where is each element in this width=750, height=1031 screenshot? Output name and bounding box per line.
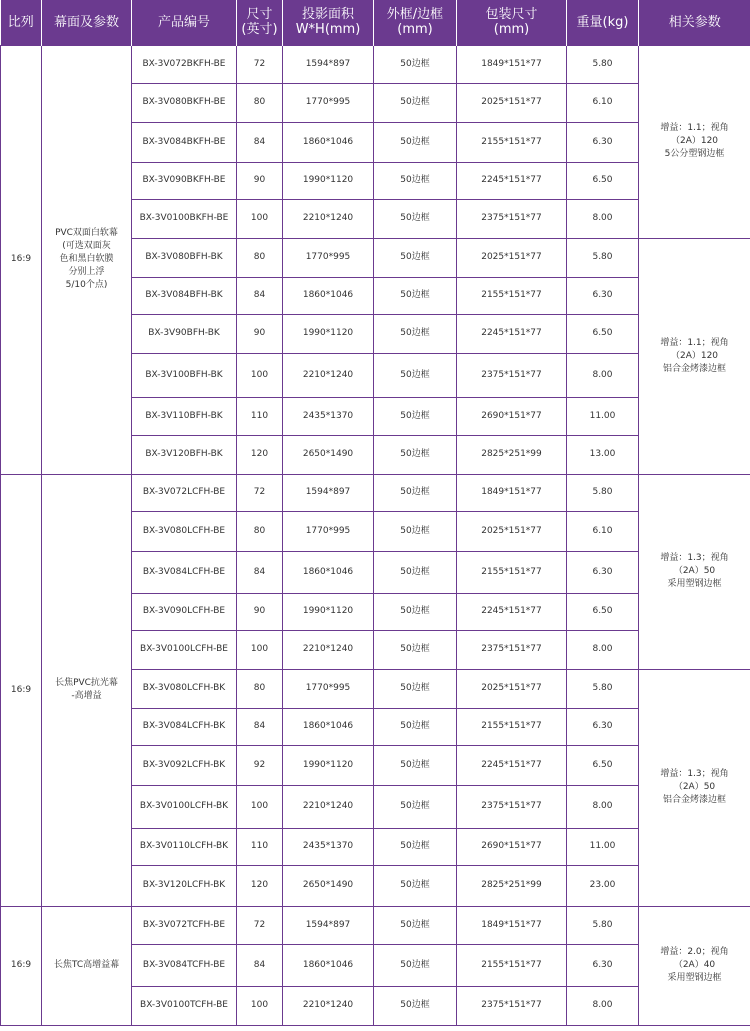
frame-cell: 50边框 bbox=[374, 435, 457, 474]
model-cell: BX-3V084LCFH-BK bbox=[132, 708, 237, 745]
area-cell: 1990*1120 bbox=[283, 593, 374, 630]
size-cell: 92 bbox=[237, 745, 283, 785]
weight-cell: 8.00 bbox=[567, 986, 639, 1025]
pack-size-cell: 2375*151*77 bbox=[457, 353, 567, 397]
pack-size-cell: 2690*151*77 bbox=[457, 397, 567, 435]
size-cell: 100 bbox=[237, 986, 283, 1025]
pack-size-cell: 2155*151*77 bbox=[457, 944, 567, 986]
frame-cell: 50边框 bbox=[374, 745, 457, 785]
size-cell: 120 bbox=[237, 865, 283, 906]
header-size: 尺寸 (英寸) bbox=[237, 0, 283, 45]
size-cell: 72 bbox=[237, 45, 283, 83]
model-cell: BX-3V120LCFH-BK bbox=[132, 865, 237, 906]
header-params: 相关参数 bbox=[639, 0, 750, 45]
area-cell: 1770*995 bbox=[283, 669, 374, 708]
size-cell: 72 bbox=[237, 906, 283, 944]
weight-cell: 5.80 bbox=[567, 238, 639, 277]
size-cell: 80 bbox=[237, 669, 283, 708]
weight-cell: 6.30 bbox=[567, 551, 639, 593]
area-cell: 2435*1370 bbox=[283, 828, 374, 865]
pack-size-cell: 2375*151*77 bbox=[457, 199, 567, 238]
model-cell: BX-3V0100BKFH-BE bbox=[132, 199, 237, 238]
weight-cell: 5.80 bbox=[567, 906, 639, 944]
weight-cell: 8.00 bbox=[567, 630, 639, 669]
size-cell: 84 bbox=[237, 277, 283, 314]
size-cell: 84 bbox=[237, 551, 283, 593]
model-cell: BX-3V084BFH-BK bbox=[132, 277, 237, 314]
frame-cell: 50边框 bbox=[374, 551, 457, 593]
header-area: 投影面积 W*H(mm) bbox=[283, 0, 374, 45]
pack-size-cell: 1849*151*77 bbox=[457, 45, 567, 83]
size-cell: 90 bbox=[237, 162, 283, 199]
area-cell: 1594*897 bbox=[283, 474, 374, 511]
weight-cell: 5.80 bbox=[567, 45, 639, 83]
size-cell: 80 bbox=[237, 83, 283, 122]
weight-cell: 5.80 bbox=[567, 669, 639, 708]
model-cell: BX-3V0100LCFH-BK bbox=[132, 785, 237, 828]
weight-cell: 6.50 bbox=[567, 162, 639, 199]
frame-cell: 50边框 bbox=[374, 669, 457, 708]
area-cell: 2210*1240 bbox=[283, 199, 374, 238]
params-cell: 增益：1.3；视角 （2A）50 采用塑钢边框 bbox=[639, 474, 750, 669]
weight-cell: 8.00 bbox=[567, 785, 639, 828]
model-cell: BX-3V084BKFH-BE bbox=[132, 122, 237, 162]
area-cell: 1860*1046 bbox=[283, 708, 374, 745]
frame-cell: 50边框 bbox=[374, 865, 457, 906]
size-cell: 90 bbox=[237, 593, 283, 630]
header-pack: 包装尺寸 (mm) bbox=[457, 0, 567, 45]
table-header-row bbox=[1, 0, 750, 45]
size-cell: 84 bbox=[237, 944, 283, 986]
pack-size-cell: 2825*251*99 bbox=[457, 865, 567, 906]
model-cell: BX-3V080LCFH-BK bbox=[132, 669, 237, 708]
params-cell: 增益：1.1；视角 （2A）120 5公分塑钢边框 bbox=[639, 45, 750, 238]
model-cell: BX-3V092LCFH-BK bbox=[132, 745, 237, 785]
weight-cell: 6.50 bbox=[567, 314, 639, 353]
screen-type-cell: 长焦PVC抗光幕 -高增益 bbox=[42, 474, 132, 906]
weight-cell: 6.30 bbox=[567, 944, 639, 986]
model-cell: BX-3V080LCFH-BE bbox=[132, 511, 237, 551]
frame-cell: 50边框 bbox=[374, 906, 457, 944]
pack-size-cell: 2025*151*77 bbox=[457, 83, 567, 122]
pack-size-cell: 2155*151*77 bbox=[457, 708, 567, 745]
weight-cell: 6.10 bbox=[567, 511, 639, 551]
area-cell: 1860*1046 bbox=[283, 122, 374, 162]
weight-cell: 6.50 bbox=[567, 593, 639, 630]
model-cell: BX-3V0100TCFH-BE bbox=[132, 986, 237, 1025]
area-cell: 1770*995 bbox=[283, 238, 374, 277]
header-screen: 幕面及参数 bbox=[42, 0, 132, 45]
model-cell: BX-3V080BKFH-BE bbox=[132, 83, 237, 122]
weight-cell: 8.00 bbox=[567, 199, 639, 238]
size-cell: 90 bbox=[237, 314, 283, 353]
screen-type-cell: 长焦TC高增益幕 bbox=[42, 906, 132, 1025]
area-cell: 1990*1120 bbox=[283, 745, 374, 785]
area-cell: 2650*1490 bbox=[283, 435, 374, 474]
frame-cell: 50边框 bbox=[374, 45, 457, 83]
frame-cell: 50边框 bbox=[374, 828, 457, 865]
pack-size-cell: 1849*151*77 bbox=[457, 906, 567, 944]
pack-size-cell: 2025*151*77 bbox=[457, 238, 567, 277]
size-cell: 100 bbox=[237, 353, 283, 397]
model-cell: BX-3V110BFH-BK bbox=[132, 397, 237, 435]
area-cell: 1770*995 bbox=[283, 511, 374, 551]
frame-cell: 50边框 bbox=[374, 83, 457, 122]
weight-cell: 11.00 bbox=[567, 828, 639, 865]
size-cell: 72 bbox=[237, 474, 283, 511]
weight-cell: 6.50 bbox=[567, 745, 639, 785]
params-cell: 增益：1.1；视角 （2A）120 铝合金烤漆边框 bbox=[639, 238, 750, 474]
model-cell: BX-3V0100LCFH-BE bbox=[132, 630, 237, 669]
frame-cell: 50边框 bbox=[374, 511, 457, 551]
weight-cell: 23.00 bbox=[567, 865, 639, 906]
pack-size-cell: 2245*151*77 bbox=[457, 162, 567, 199]
weight-cell: 5.80 bbox=[567, 474, 639, 511]
frame-cell: 50边框 bbox=[374, 353, 457, 397]
area-cell: 2210*1240 bbox=[283, 630, 374, 669]
size-cell: 100 bbox=[237, 630, 283, 669]
weight-cell: 6.30 bbox=[567, 708, 639, 745]
frame-cell: 50边框 bbox=[374, 162, 457, 199]
screen-type-cell: PVC双面白软幕 (可选双面灰 色和黑白软膜 分别上浮 5/10个点) bbox=[42, 45, 132, 474]
pack-size-cell: 2375*151*77 bbox=[457, 630, 567, 669]
frame-cell: 50边框 bbox=[374, 593, 457, 630]
frame-cell: 50边框 bbox=[374, 986, 457, 1025]
pack-size-cell: 2025*151*77 bbox=[457, 511, 567, 551]
frame-cell: 50边框 bbox=[374, 238, 457, 277]
size-cell: 110 bbox=[237, 397, 283, 435]
header-model: 产品编号 bbox=[132, 0, 237, 45]
model-cell: BX-3V100BFH-BK bbox=[132, 353, 237, 397]
pack-size-cell: 2155*151*77 bbox=[457, 122, 567, 162]
area-cell: 2435*1370 bbox=[283, 397, 374, 435]
area-cell: 1594*897 bbox=[283, 906, 374, 944]
frame-cell: 50边框 bbox=[374, 122, 457, 162]
header-frame: 外框/边框 (mm) bbox=[374, 0, 457, 45]
ratio-cell: 16:9 bbox=[1, 45, 42, 474]
size-cell: 100 bbox=[237, 785, 283, 828]
model-cell: BX-3V072TCFH-BE bbox=[132, 906, 237, 944]
weight-cell: 8.00 bbox=[567, 353, 639, 397]
params-cell: 增益：1.3；视角 （2A）50 铝合金烤漆边框 bbox=[639, 669, 750, 906]
area-cell: 1990*1120 bbox=[283, 162, 374, 199]
weight-cell: 6.10 bbox=[567, 83, 639, 122]
size-cell: 84 bbox=[237, 122, 283, 162]
frame-cell: 50边框 bbox=[374, 630, 457, 669]
pack-size-cell: 2375*151*77 bbox=[457, 785, 567, 828]
pack-size-cell: 2375*151*77 bbox=[457, 986, 567, 1025]
frame-cell: 50边框 bbox=[374, 199, 457, 238]
area-cell: 1990*1120 bbox=[283, 314, 374, 353]
area-cell: 1860*1046 bbox=[283, 277, 374, 314]
model-cell: BX-3V072LCFH-BE bbox=[132, 474, 237, 511]
frame-cell: 50边框 bbox=[374, 474, 457, 511]
size-cell: 120 bbox=[237, 435, 283, 474]
area-cell: 2210*1240 bbox=[283, 785, 374, 828]
model-cell: BX-3V084TCFH-BE bbox=[132, 944, 237, 986]
size-cell: 80 bbox=[237, 238, 283, 277]
frame-cell: 50边框 bbox=[374, 708, 457, 745]
pack-size-cell: 2245*151*77 bbox=[457, 745, 567, 785]
model-cell: BX-3V90BFH-BK bbox=[132, 314, 237, 353]
area-cell: 1860*1046 bbox=[283, 944, 374, 986]
area-cell: 1770*995 bbox=[283, 83, 374, 122]
frame-cell: 50边框 bbox=[374, 314, 457, 353]
model-cell: BX-3V080BFH-BK bbox=[132, 238, 237, 277]
size-cell: 80 bbox=[237, 511, 283, 551]
model-cell: BX-3V090BKFH-BE bbox=[132, 162, 237, 199]
size-cell: 100 bbox=[237, 199, 283, 238]
frame-cell: 50边框 bbox=[374, 397, 457, 435]
pack-size-cell: 2155*151*77 bbox=[457, 551, 567, 593]
frame-cell: 50边框 bbox=[374, 944, 457, 986]
area-cell: 1594*897 bbox=[283, 45, 374, 83]
pack-size-cell: 2245*151*77 bbox=[457, 314, 567, 353]
area-cell: 1860*1046 bbox=[283, 551, 374, 593]
pack-size-cell: 2690*151*77 bbox=[457, 828, 567, 865]
ratio-cell: 16:9 bbox=[1, 906, 42, 1025]
table-body bbox=[1, 45, 750, 1025]
area-cell: 2210*1240 bbox=[283, 986, 374, 1025]
model-cell: BX-3V072BKFH-BE bbox=[132, 45, 237, 83]
size-cell: 110 bbox=[237, 828, 283, 865]
model-cell: BX-3V120BFH-BK bbox=[132, 435, 237, 474]
pack-size-cell: 2245*151*77 bbox=[457, 593, 567, 630]
pack-size-cell: 1849*151*77 bbox=[457, 474, 567, 511]
ratio-cell: 16:9 bbox=[1, 474, 42, 906]
weight-cell: 6.30 bbox=[567, 277, 639, 314]
weight-cell: 13.00 bbox=[567, 435, 639, 474]
frame-cell: 50边框 bbox=[374, 785, 457, 828]
pack-size-cell: 2825*251*99 bbox=[457, 435, 567, 474]
header-ratio: 比列 bbox=[1, 0, 42, 45]
pack-size-cell: 2025*151*77 bbox=[457, 669, 567, 708]
pack-size-cell: 2155*151*77 bbox=[457, 277, 567, 314]
model-cell: BX-3V090LCFH-BE bbox=[132, 593, 237, 630]
weight-cell: 11.00 bbox=[567, 397, 639, 435]
table-row bbox=[1, 906, 750, 944]
table-row bbox=[1, 474, 750, 511]
model-cell: BX-3V084LCFH-BE bbox=[132, 551, 237, 593]
area-cell: 2210*1240 bbox=[283, 353, 374, 397]
area-cell: 2650*1490 bbox=[283, 865, 374, 906]
header-weight: 重量(kg) bbox=[567, 0, 639, 45]
params-cell: 增益：2.0；视角 （2A）40 采用塑钢边框 bbox=[639, 906, 750, 1025]
size-cell: 84 bbox=[237, 708, 283, 745]
table-row bbox=[1, 45, 750, 83]
frame-cell: 50边框 bbox=[374, 277, 457, 314]
model-cell: BX-3V0110LCFH-BK bbox=[132, 828, 237, 865]
weight-cell: 6.30 bbox=[567, 122, 639, 162]
